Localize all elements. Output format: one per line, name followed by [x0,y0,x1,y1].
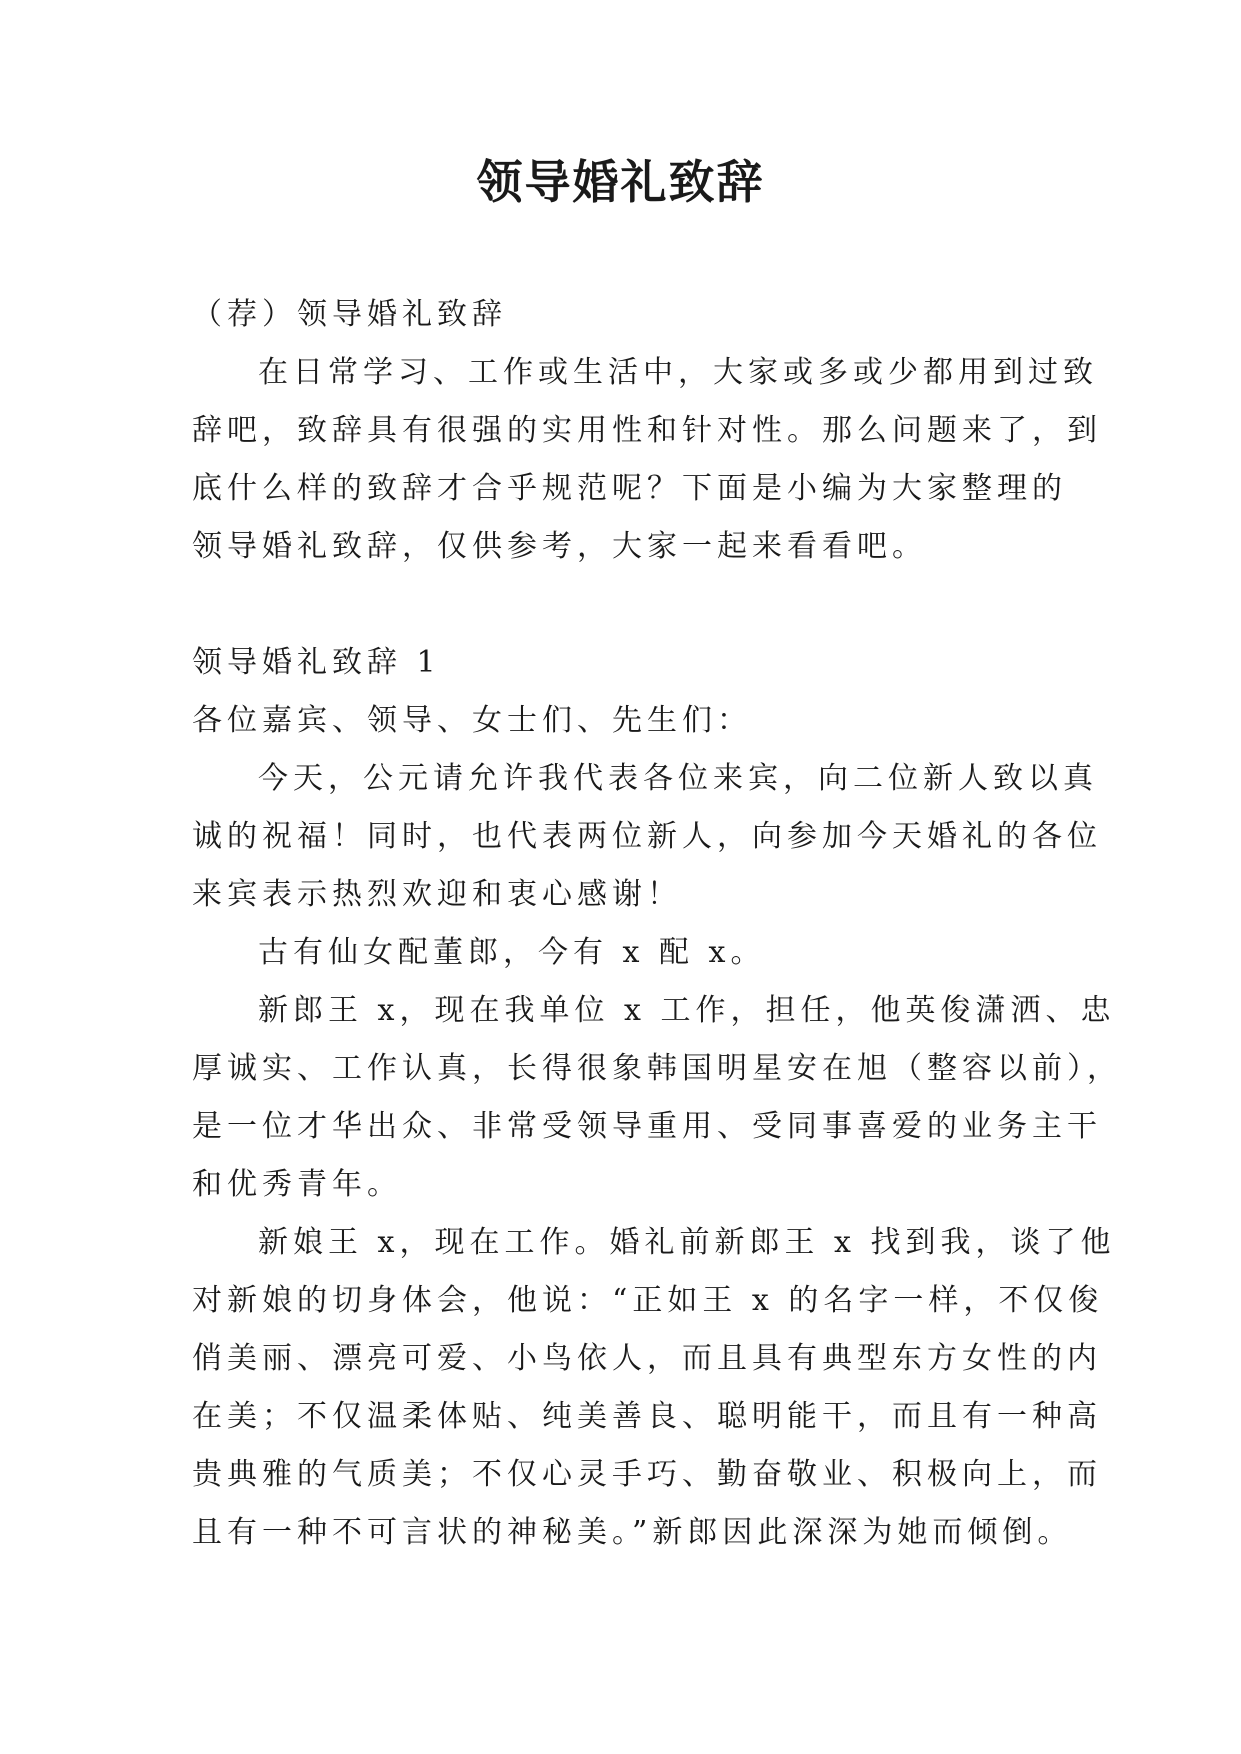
salutation-line: 各位嘉宾、领导、女士们、先生们： [192,703,752,738]
paragraph-line: 今天，公元请允许我代表各位来宾，向二位新人致以真 [258,761,1098,796]
paragraph-line: 贵典雅的气质美；不仅心灵手巧、勤奋敬业、积极向上，而 [192,1457,1102,1492]
paragraph-line: 在美；不仅温柔体贴、纯美善良、聪明能干，而且有一种高 [192,1399,1102,1434]
paragraph-line: 且有一种不可言状的神秘美。”新郎因此深深为她而倾倒。 [192,1515,1073,1550]
paragraph-line: 厚诚实、工作认真，长得很象韩国明星安在旭（整容以前）， [192,1051,1122,1086]
intro-paragraph-line: 辞吧，致辞具有很强的实用性和针对性。那么问题来了，到 [192,413,1102,448]
intro-paragraph-line: 在日常学习、工作或生活中，大家或多或少都用到过致 [258,355,1098,390]
paragraph-line: 来宾表示热烈欢迎和衷心感谢！ [192,877,682,912]
paragraph-line: 和优秀青年。 [192,1167,402,1202]
paragraph-line: 对新娘的切身体会，他说：“正如王 x 的名字一样，不仅俊 [192,1283,1104,1318]
paragraph-line: 诚的祝福！同时，也代表两位新人，向参加今天婚礼的各位 [192,819,1102,854]
paragraph-gap [192,576,1064,634]
section-heading: 领导婚礼致辞 1 [192,645,441,680]
intro-paragraph-line: 领导婚礼致辞，仅供参考，大家一起来看看吧。 [192,529,927,564]
paragraph-line: 新郎王 x，现在我单位 x 工作，担任，他英俊潇洒、忠 [258,993,1116,1028]
paragraph-line: 新娘王 x，现在工作。婚礼前新郎王 x 找到我，谈了他 [258,1225,1116,1260]
paragraph-line: 俏美丽、漂亮可爱、小鸟依人，而且具有典型东方女性的内 [192,1341,1102,1376]
intro-paragraph-line: 底什么样的致辞才合乎规范呢？下面是小编为大家整理的 [192,471,1067,506]
paragraph-line: 是一位才华出众、非常受领导重用、受同事喜爱的业务主干 [192,1109,1102,1144]
subtitle-line: （荐）领导婚礼致辞 [192,297,507,332]
paragraph-line: 古有仙女配董郎，今有 x 配 x。 [258,935,766,970]
document-body [192,286,1122,1562]
document-title: 领导婚礼致辞 [476,155,765,209]
